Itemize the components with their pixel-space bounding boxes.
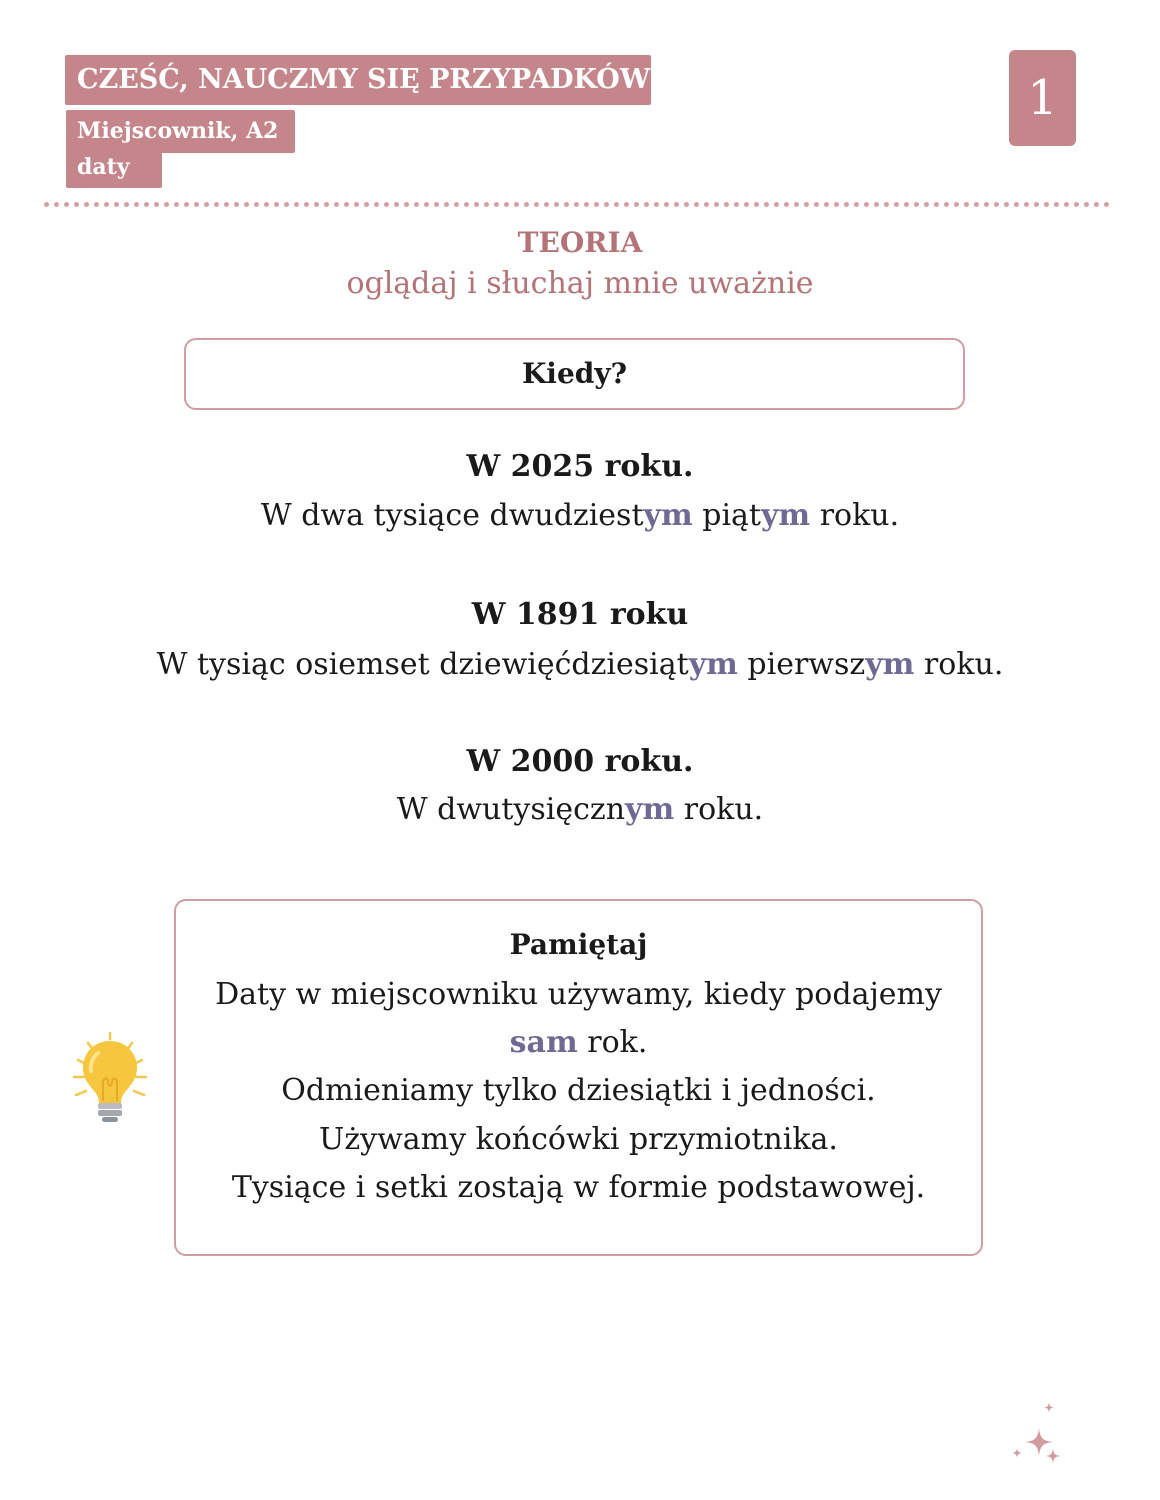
remember-line: Daty w miejscowniku używamy, kiedy podajemy xyxy=(215,977,942,1012)
example-sentence xyxy=(0,647,1160,682)
worksheet-title: CZEŚĆ, NAUCZMY SIĘ PRZYPADKÓW xyxy=(65,55,651,105)
highlight-word: sam xyxy=(509,1025,578,1060)
remember-line: Używamy końcówki przymiotnika. xyxy=(319,1122,838,1157)
worksheet-subtitle-topic: daty xyxy=(66,150,162,188)
ending-highlight: ym xyxy=(760,498,811,533)
worksheet-subtitle-case: Miejscownik, A2 xyxy=(66,110,295,153)
sparkle-icon xyxy=(1003,1398,1073,1478)
remember-box xyxy=(174,899,983,1256)
sentence-part: roku. xyxy=(810,498,900,533)
example-year: W 1891 roku xyxy=(471,597,689,632)
remember-text: rok. xyxy=(577,1025,648,1060)
lightbulb-icon xyxy=(58,1025,162,1129)
example-year: W 2025 roku. xyxy=(466,449,694,484)
sentence-part: W tysiąc osiemset dziewięćdziesiąt xyxy=(156,647,689,682)
remember-line: Tysiące i setki zostają w formie podstawowej. xyxy=(231,1170,926,1205)
page-number: 1 xyxy=(1009,50,1076,146)
section-subtitle: oglądaj i słuchaj mnie uważnie xyxy=(346,266,814,301)
sentence-part: W dwutysięczn xyxy=(396,792,626,827)
remember-line xyxy=(176,1025,981,1060)
remember-line: Odmieniamy tylko dziesiątki i jedności. xyxy=(281,1073,876,1108)
example-sentence xyxy=(0,498,1160,533)
example-sentence xyxy=(0,792,1160,827)
ending-highlight: ym xyxy=(625,792,675,827)
sentence-part: roku. xyxy=(674,792,764,827)
sentence-part: pierwsz xyxy=(737,647,866,682)
example-year: W 2000 roku. xyxy=(466,744,694,779)
ending-highlight: ym xyxy=(643,498,693,533)
ending-highlight: ym xyxy=(865,647,915,682)
dotted-divider xyxy=(44,202,1110,207)
ending-highlight: ym xyxy=(688,647,738,682)
remember-title: Pamiętaj xyxy=(509,928,648,961)
sentence-part: piąt xyxy=(692,498,761,533)
question-box: Kiedy? xyxy=(184,338,965,410)
sentence-part: W dwa tysiące dwudziest xyxy=(260,498,644,533)
section-title: TEORIA xyxy=(517,226,643,259)
sentence-part: roku. xyxy=(914,647,1004,682)
